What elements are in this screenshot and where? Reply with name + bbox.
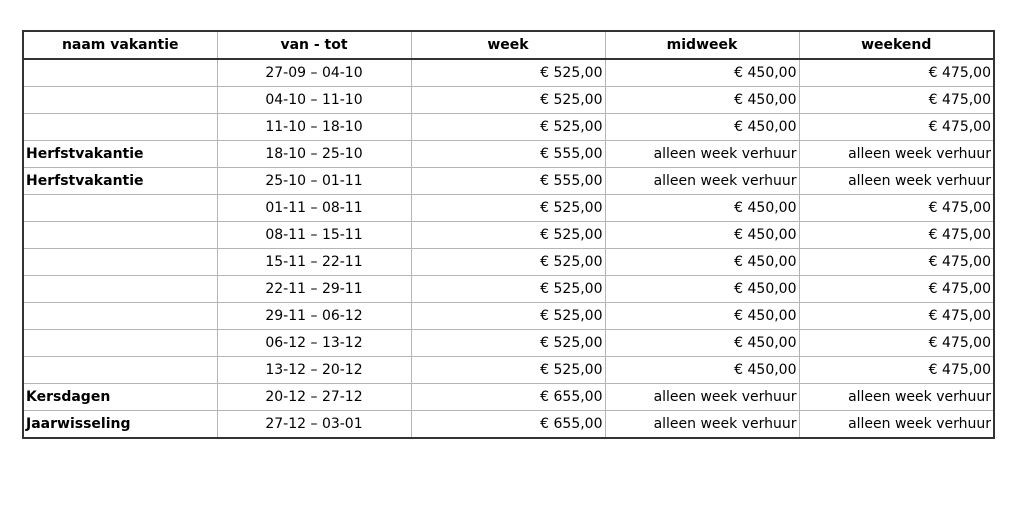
period-cell: 06-12 – 13-12 — [217, 330, 411, 357]
week-price-cell: € 525,00 — [411, 114, 605, 141]
holiday-name-cell — [23, 330, 217, 357]
header-holiday-name: naam vakantie — [23, 31, 217, 59]
period-cell: 04-10 – 11-10 — [217, 87, 411, 114]
week-price-cell: € 525,00 — [411, 249, 605, 276]
table-row — [23, 195, 994, 222]
weekend-price-cell: € 475,00 — [799, 303, 994, 330]
table-row — [23, 276, 994, 303]
midweek-price-cell: € 450,00 — [605, 330, 799, 357]
weekend-price-cell: € 475,00 — [799, 195, 994, 222]
period-cell: 27-09 – 04-10 — [217, 59, 411, 87]
period-cell: 13-12 – 20-12 — [217, 357, 411, 384]
table-row — [23, 303, 994, 330]
holiday-name-cell: Kersdagen — [23, 384, 217, 411]
period-cell: 08-11 – 15-11 — [217, 222, 411, 249]
midweek-price-cell: € 450,00 — [605, 222, 799, 249]
holiday-name-cell — [23, 276, 217, 303]
holiday-name-cell — [23, 357, 217, 384]
table-row — [23, 59, 994, 87]
period-cell: 27-12 – 03-01 — [217, 411, 411, 439]
table-row — [23, 141, 994, 168]
period-cell: 25-10 – 01-11 — [217, 168, 411, 195]
midweek-price-cell: € 450,00 — [605, 195, 799, 222]
weekend-price-cell: € 475,00 — [799, 222, 994, 249]
price-table — [22, 30, 995, 439]
weekend-price-cell: € 475,00 — [799, 249, 994, 276]
week-price-cell: € 525,00 — [411, 276, 605, 303]
table-row — [23, 330, 994, 357]
weekend-price-cell: € 475,00 — [799, 87, 994, 114]
weekend-price-cell: € 475,00 — [799, 357, 994, 384]
weekend-price-cell: alleen week verhuur — [799, 411, 994, 439]
week-price-cell: € 525,00 — [411, 330, 605, 357]
midweek-price-cell: alleen week verhuur — [605, 141, 799, 168]
holiday-name-cell — [23, 87, 217, 114]
period-cell: 01-11 – 08-11 — [217, 195, 411, 222]
week-price-cell: € 525,00 — [411, 87, 605, 114]
midweek-price-cell: alleen week verhuur — [605, 384, 799, 411]
holiday-name-cell: Jaarwisseling — [23, 411, 217, 439]
header-row — [23, 31, 994, 59]
table-row — [23, 384, 994, 411]
week-price-cell: € 655,00 — [411, 384, 605, 411]
table-row — [23, 114, 994, 141]
holiday-name-cell — [23, 249, 217, 276]
week-price-cell: € 525,00 — [411, 222, 605, 249]
table-row — [23, 411, 994, 439]
holiday-name-cell: Herfstvakantie — [23, 168, 217, 195]
holiday-name-cell — [23, 222, 217, 249]
midweek-price-cell: € 450,00 — [605, 357, 799, 384]
midweek-price-cell: € 450,00 — [605, 276, 799, 303]
table-row — [23, 357, 994, 384]
week-price-cell: € 525,00 — [411, 59, 605, 87]
weekend-price-cell: € 475,00 — [799, 114, 994, 141]
week-price-cell: € 555,00 — [411, 168, 605, 195]
weekend-price-cell: € 475,00 — [799, 330, 994, 357]
period-cell: 15-11 – 22-11 — [217, 249, 411, 276]
midweek-price-cell: € 450,00 — [605, 114, 799, 141]
holiday-name-cell — [23, 303, 217, 330]
midweek-price-cell: alleen week verhuur — [605, 411, 799, 439]
midweek-price-cell: € 450,00 — [605, 303, 799, 330]
table-row — [23, 168, 994, 195]
midweek-price-cell: alleen week verhuur — [605, 168, 799, 195]
table-row — [23, 222, 994, 249]
week-price-cell: € 525,00 — [411, 303, 605, 330]
period-cell: 20-12 – 27-12 — [217, 384, 411, 411]
holiday-name-cell — [23, 195, 217, 222]
weekend-price-cell: alleen week verhuur — [799, 384, 994, 411]
midweek-price-cell: € 450,00 — [605, 59, 799, 87]
table-row — [23, 249, 994, 276]
header-weekend: weekend — [799, 31, 994, 59]
midweek-price-cell: € 450,00 — [605, 249, 799, 276]
week-price-cell: € 525,00 — [411, 357, 605, 384]
table-header — [23, 31, 994, 59]
header-midweek: midweek — [605, 31, 799, 59]
midweek-price-cell: € 450,00 — [605, 87, 799, 114]
period-cell: 29-11 – 06-12 — [217, 303, 411, 330]
weekend-price-cell: € 475,00 — [799, 276, 994, 303]
header-period: van - tot — [217, 31, 411, 59]
week-price-cell: € 555,00 — [411, 141, 605, 168]
period-cell: 22-11 – 29-11 — [217, 276, 411, 303]
period-cell: 18-10 – 25-10 — [217, 141, 411, 168]
table-body — [23, 59, 994, 438]
weekend-price-cell: alleen week verhuur — [799, 141, 994, 168]
period-cell: 11-10 – 18-10 — [217, 114, 411, 141]
weekend-price-cell: € 475,00 — [799, 59, 994, 87]
holiday-name-cell — [23, 114, 217, 141]
table-row — [23, 87, 994, 114]
header-week: week — [411, 31, 605, 59]
holiday-name-cell — [23, 59, 217, 87]
holiday-name-cell: Herfstvakantie — [23, 141, 217, 168]
weekend-price-cell: alleen week verhuur — [799, 168, 994, 195]
week-price-cell: € 525,00 — [411, 195, 605, 222]
week-price-cell: € 655,00 — [411, 411, 605, 439]
